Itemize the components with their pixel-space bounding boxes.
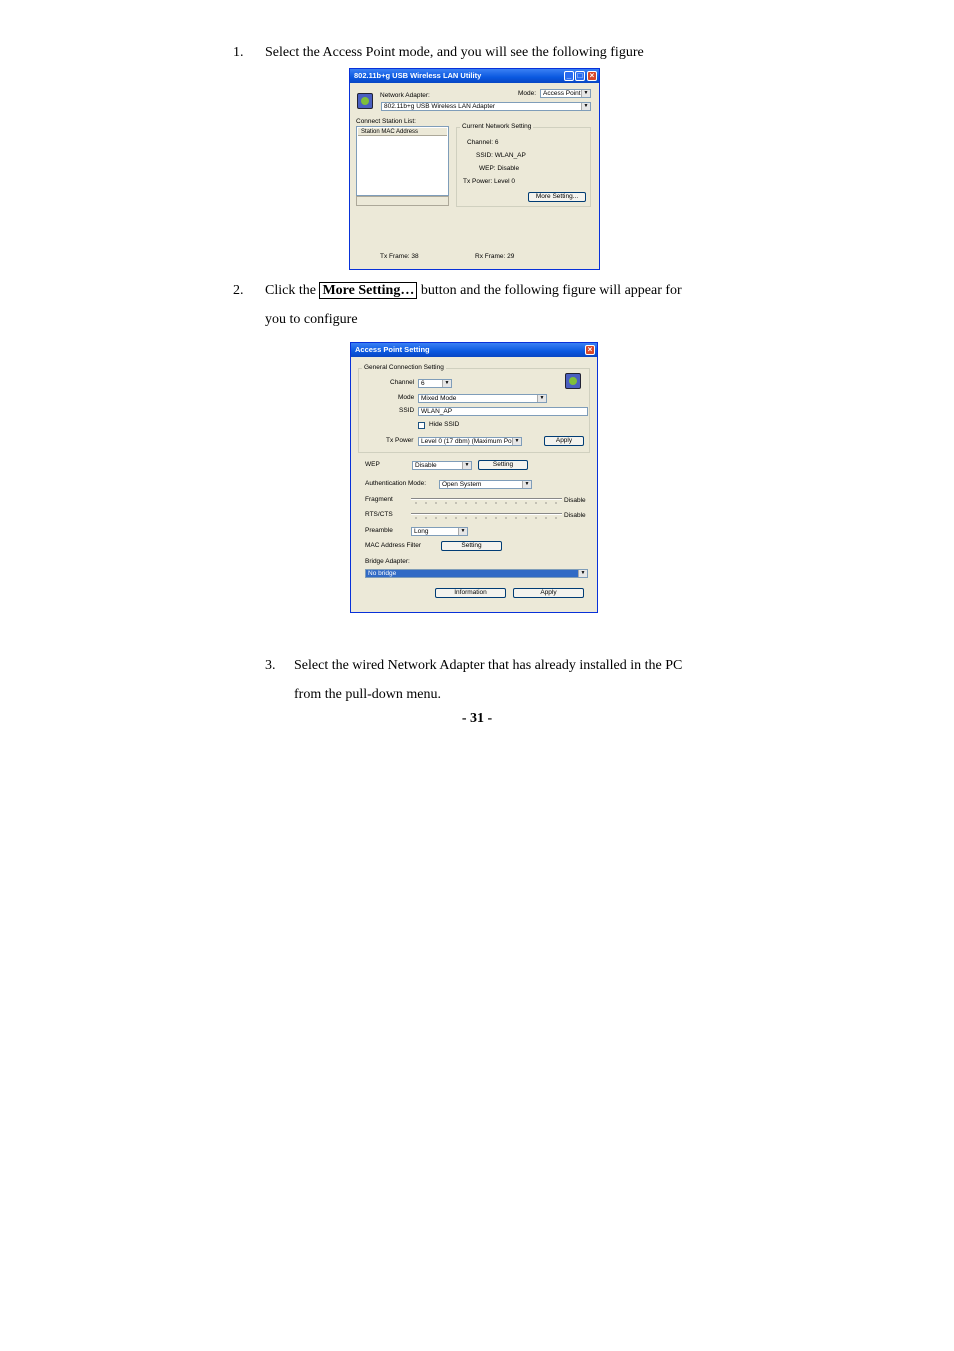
tx-frame-readout: Tx Frame: 38 — [380, 253, 419, 260]
ap-setting-dialog — [350, 342, 598, 613]
station-list[interactable] — [356, 126, 449, 196]
step-1-number: 1. — [233, 45, 244, 60]
txpower-value: Level 0 (17 dbm) (Maximum Po — [421, 438, 512, 445]
hide-ssid-checkbox[interactable] — [418, 422, 425, 429]
preamble-value: Long — [414, 528, 429, 535]
channel-select[interactable] — [418, 379, 452, 388]
txpower-select[interactable] — [418, 437, 522, 446]
step-3-number: 3. — [265, 658, 276, 673]
rts-cts-slider[interactable] — [411, 512, 562, 520]
chevron-down-icon: ▼ — [462, 462, 471, 469]
close-icon[interactable]: × — [585, 345, 595, 355]
more-setting-button[interactable]: More Setting... — [528, 192, 586, 202]
chevron-down-icon: ▼ — [581, 103, 590, 110]
step-2-post: button and the following figure will appear for — [420, 283, 682, 298]
station-list-scrollbar[interactable] — [356, 196, 449, 206]
adapter-icon — [357, 93, 373, 109]
slider-ticks — [411, 502, 562, 504]
wep-setting-button[interactable]: Setting — [478, 460, 528, 470]
adapter-select-value: 802.11b+g USB Wireless LAN Adapter — [384, 103, 495, 110]
step-2-line2: you to configure — [265, 312, 358, 327]
auth-mode-label: Authentication Mode: — [365, 480, 427, 487]
ssid-readout: SSID: WLAN_AP — [476, 152, 526, 159]
chevron-down-icon: ▼ — [537, 395, 546, 402]
txpower-label: Tx Power — [386, 437, 414, 444]
current-network-title: Current Network Setting — [462, 123, 532, 130]
step-2-pre: Click the — [265, 283, 316, 298]
step-2-text — [265, 283, 682, 299]
mode-label: Mode — [398, 394, 415, 401]
ap-title: Access Point Setting — [355, 345, 430, 354]
mac-filter-setting-button[interactable]: Setting — [441, 541, 502, 551]
current-network-group — [456, 123, 591, 207]
general-connection-group — [358, 364, 590, 453]
fragment-label: Fragment — [365, 496, 393, 503]
chevron-down-icon: ▼ — [458, 528, 467, 535]
auth-mode-value: Open System — [442, 481, 482, 488]
rx-frame-readout: Rx Frame: 29 — [475, 253, 515, 260]
rts-cts-label: RTS/CTS — [365, 511, 393, 518]
preamble-select[interactable] — [411, 527, 468, 536]
close-icon[interactable]: × — [587, 71, 597, 81]
slider-track — [411, 513, 562, 515]
chevron-down-icon: ▼ — [578, 570, 587, 577]
chevron-down-icon: ▼ — [442, 380, 451, 387]
adapter-select[interactable] — [381, 102, 591, 111]
auth-mode-select[interactable] — [439, 480, 532, 489]
ssid-input[interactable]: WLAN_AP — [418, 407, 588, 416]
utility-titlebar — [350, 69, 599, 83]
bridge-adapter-label: Bridge Adapter: — [365, 558, 410, 565]
wep-label: WEP — [365, 461, 380, 468]
apply-general-button[interactable]: Apply — [544, 436, 584, 446]
wep-value: Disable — [415, 462, 437, 469]
station-column-header[interactable]: Station MAC Address — [358, 128, 447, 136]
channel-label: Channel — [390, 379, 415, 386]
bridge-adapter-value: No bridge — [368, 570, 397, 577]
step-1-text: Select the Access Point mode, and you will see the following figure — [265, 45, 644, 60]
page-number: - 31 - — [461, 711, 493, 726]
chevron-down-icon: ▼ — [522, 481, 531, 488]
ssid-label: SSID — [399, 407, 415, 414]
utility-title: 802.11b+g USB Wireless LAN Utility — [354, 71, 482, 80]
wep-select[interactable] — [412, 461, 472, 470]
station-list-label: Connect Station List: — [356, 118, 416, 125]
minimize-icon[interactable]: _ — [564, 71, 574, 81]
mac-filter-label: MAC Address Filter — [365, 542, 421, 549]
bridge-adapter-select[interactable] — [365, 569, 588, 578]
maximize-icon[interactable]: □ — [575, 71, 585, 81]
utility-window — [349, 68, 600, 270]
mode-select-value: Access Point — [543, 90, 581, 97]
mode-select[interactable] — [540, 89, 591, 98]
fragment-value: Disable — [564, 497, 586, 504]
apply-button[interactable]: Apply — [513, 588, 584, 598]
preamble-label: Preamble — [365, 527, 393, 534]
more-setting-reference: More Setting… — [319, 282, 417, 299]
information-button[interactable]: Information — [435, 588, 506, 598]
hide-ssid-label: Hide SSID — [429, 421, 460, 428]
rts-cts-value: Disable — [564, 512, 586, 519]
channel-value: 6 — [421, 380, 425, 387]
mode-select[interactable] — [418, 394, 547, 403]
mode-value: Mixed Mode — [421, 395, 457, 402]
mode-label: Mode: — [518, 90, 537, 97]
general-connection-title: General Connection Setting — [364, 364, 444, 371]
adapter-icon — [565, 373, 581, 389]
txpower-readout: Tx Power: Level 0 — [463, 178, 516, 185]
slider-track — [411, 498, 562, 500]
step-3-text: Select the wired Network Adapter that has already installed in the PC — [294, 658, 683, 673]
ap-titlebar — [351, 343, 597, 357]
fragment-slider[interactable] — [411, 497, 562, 505]
wep-readout: WEP: Disable — [479, 165, 520, 172]
channel-readout: Channel: 6 — [467, 139, 499, 146]
network-adapter-label: Network Adapter: — [380, 92, 430, 99]
step-2-number: 2. — [233, 283, 244, 298]
step-3-line2: from the pull-down menu. — [294, 687, 441, 702]
chevron-down-icon: ▼ — [581, 90, 590, 97]
slider-ticks — [411, 517, 562, 519]
chevron-down-icon: ▼ — [512, 438, 521, 445]
